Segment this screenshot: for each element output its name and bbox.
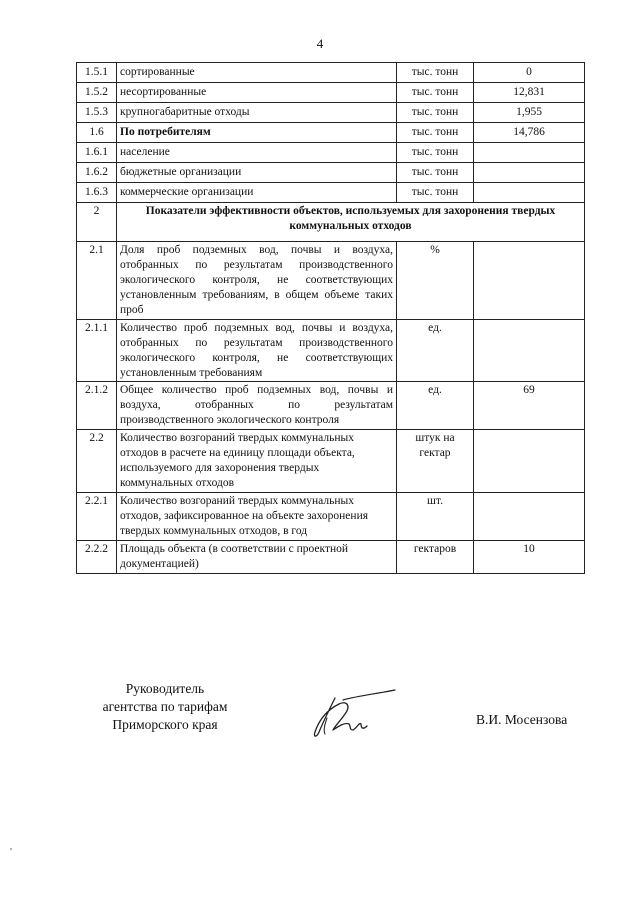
signatory-title	[90, 680, 240, 733]
row-value	[474, 242, 585, 320]
row-name: сортированные	[117, 63, 397, 83]
row-number: 2.2	[77, 430, 117, 493]
table-row	[77, 242, 585, 320]
row-name: Количество проб подземных вод, почвы и воздуха, отобранных по результатам производственного экологического контроля, не соответствующих установленным требованиям	[117, 319, 397, 382]
table-row	[77, 382, 585, 430]
row-name: население	[117, 143, 397, 163]
table-row	[77, 143, 585, 163]
table-row	[77, 430, 585, 493]
table-row	[77, 540, 585, 573]
table-row	[77, 183, 585, 203]
section-row	[77, 203, 585, 242]
row-unit: тыс. тонн	[397, 123, 474, 143]
row-number: 2.1.1	[77, 319, 117, 382]
row-name: крупногабаритные отходы	[117, 103, 397, 123]
row-unit: ед.	[397, 319, 474, 382]
handwritten-signature	[305, 688, 397, 742]
section-number: 2	[77, 203, 117, 242]
table-row	[77, 123, 585, 143]
row-value: 69	[474, 382, 585, 430]
row-value: 0	[474, 63, 585, 83]
row-unit: тыс. тонн	[397, 163, 474, 183]
table-row	[77, 493, 585, 541]
row-unit: тыс. тонн	[397, 103, 474, 123]
row-value: 14,786	[474, 123, 585, 143]
row-unit: шт.	[397, 493, 474, 541]
signatory-title-line: Руководитель	[125, 681, 205, 696]
row-number: 1.6.2	[77, 163, 117, 183]
page-number: 4	[316, 36, 324, 51]
row-value	[474, 163, 585, 183]
row-unit: ед.	[397, 382, 474, 430]
row-unit: тыс. тонн	[397, 63, 474, 83]
row-name: Количество возгораний твердых коммунальных отходов в расчете на единицу площади объекта, используемого для захоронения твердых коммунальных отходов	[117, 430, 397, 493]
row-name: По потребителям	[117, 123, 397, 143]
row-value	[474, 430, 585, 493]
table-row	[77, 163, 585, 183]
row-value: 10	[474, 540, 585, 573]
table-row	[77, 319, 585, 382]
row-number: 1.6.3	[77, 183, 117, 203]
row-name: Доля проб подземных вод, почвы и воздуха, отобранных по результатам производственного экологического контроля, не соответствующих установленным требованиям, в общем объеме таких проб	[117, 242, 397, 320]
row-unit: тыс. тонн	[397, 83, 474, 103]
row-value	[474, 319, 585, 382]
signatory-title-line: агентства по тарифам	[102, 698, 228, 714]
row-unit: штук на гектар	[397, 430, 474, 493]
row-value	[474, 183, 585, 203]
row-name: Площадь объекта (в соответствии с проектной документацией)	[117, 540, 397, 573]
row-value	[474, 143, 585, 163]
signatory-title-line: Приморского края	[112, 716, 218, 732]
row-name: коммерческие организации	[117, 183, 397, 203]
table-row	[77, 63, 585, 83]
row-unit: тыс. тонн	[397, 183, 474, 203]
row-value: 1,955	[474, 103, 585, 123]
row-unit: гектаров	[397, 540, 474, 573]
scan-speck	[10, 848, 12, 850]
row-value	[474, 493, 585, 541]
row-number: 2.2.2	[77, 540, 117, 573]
row-unit: тыс. тонн	[397, 143, 474, 163]
row-number: 2.1	[77, 242, 117, 320]
signatory-name: В.И. Мосензова	[476, 712, 568, 727]
row-name: Общее количество проб подземных вод, почвы и воздуха, отобранных по результатам производственного экологического контроля	[117, 382, 397, 430]
row-number: 1.5.1	[77, 63, 117, 83]
row-value: 12,831	[474, 83, 585, 103]
row-number: 1.5.2	[77, 83, 117, 103]
row-name: бюджетные организации	[117, 163, 397, 183]
row-number: 1.6.1	[77, 143, 117, 163]
table-row	[77, 103, 585, 123]
row-unit: %	[397, 242, 474, 320]
row-number: 2.2.1	[77, 493, 117, 541]
section-title: Показатели эффективности объектов, используемых для захоронения твердых коммунальных отходов	[117, 203, 585, 242]
row-number: 1.6	[77, 123, 117, 143]
row-name: Количество возгораний твердых коммунальных отходов, зафиксированное на объекте захоронения твердых коммунальных отходов, в год	[117, 493, 397, 541]
table-row	[77, 83, 585, 103]
indicators-table	[76, 62, 585, 574]
row-name: несортированные	[117, 83, 397, 103]
row-number: 2.1.2	[77, 382, 117, 430]
row-number: 1.5.3	[77, 103, 117, 123]
